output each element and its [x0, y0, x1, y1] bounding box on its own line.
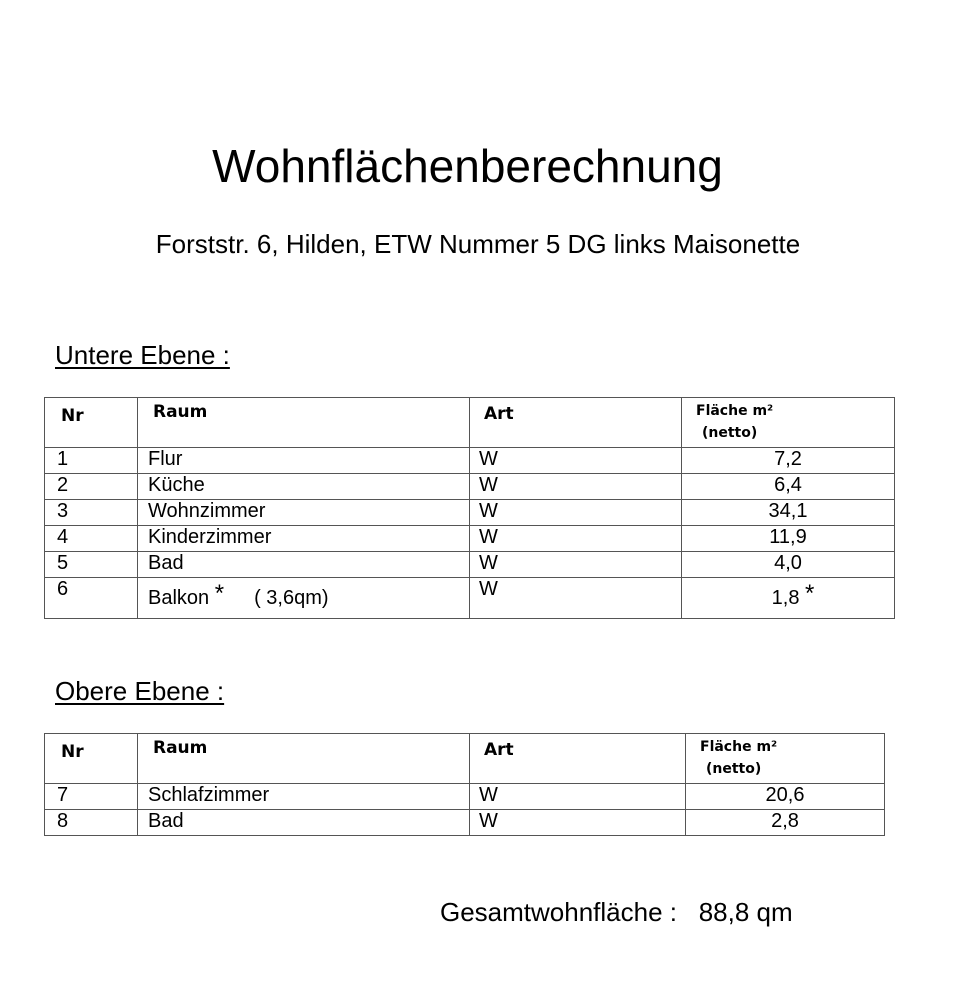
cell-art: W — [470, 578, 682, 619]
cell-nr: 2 — [45, 474, 138, 500]
table-row — [45, 500, 895, 526]
asterisk-mark: * — [805, 580, 815, 607]
table-row — [45, 448, 895, 474]
header-nr: Nr — [45, 734, 138, 784]
cell-flaeche: 4,0 — [682, 552, 895, 578]
cell-art: W — [470, 552, 682, 578]
cell-flaeche: 11,9 — [682, 526, 895, 552]
total-area — [440, 896, 793, 928]
table-row — [45, 552, 895, 578]
cell-nr: 3 — [45, 500, 138, 526]
cell-flaeche: 34,1 — [682, 500, 895, 526]
table-row — [45, 474, 895, 500]
header-art: Art — [470, 734, 686, 784]
cell-flaeche — [682, 578, 895, 619]
header-raum: Raum — [138, 734, 470, 784]
lower-level-table — [44, 397, 895, 619]
address-subtitle: Forststr. 6, Hilden, ETW Nummer 5 DG links Maisonette — [155, 229, 801, 259]
table-row — [45, 810, 885, 836]
cell-raum: Bad — [138, 552, 470, 578]
upper-level-heading: Obere Ebene : — [55, 676, 225, 706]
cell-nr: 8 — [45, 810, 138, 836]
cell-art: W — [470, 448, 682, 474]
asterisk-mark: * — [214, 580, 225, 607]
cell-raum — [138, 578, 470, 619]
cell-flaeche: 2,8 — [686, 810, 885, 836]
cell-raum: Kinderzimmer — [138, 526, 470, 552]
balcony-area-note: ( 3,6qm) — [254, 587, 329, 609]
cell-nr: 4 — [45, 526, 138, 552]
cell-art: W — [470, 526, 682, 552]
cell-raum: Schlafzimmer — [138, 784, 470, 810]
area-value: 1,8 — [771, 587, 800, 609]
table-row — [45, 526, 895, 552]
header-flaeche: Fläche m² (netto) — [682, 398, 895, 448]
cell-nr: 7 — [45, 784, 138, 810]
cell-art: W — [470, 500, 682, 526]
cell-raum: Wohnzimmer — [138, 500, 470, 526]
cell-art: W — [470, 810, 686, 836]
total-value: 88,8 qm — [698, 897, 793, 927]
cell-flaeche: 6,4 — [682, 474, 895, 500]
cell-raum: Flur — [138, 448, 470, 474]
cell-nr: 5 — [45, 552, 138, 578]
header-art: Art — [470, 398, 682, 448]
lower-level-heading: Untere Ebene : — [55, 340, 230, 370]
cell-raum: Küche — [138, 474, 470, 500]
cell-art: W — [470, 474, 682, 500]
header-raum: Raum — [138, 398, 470, 448]
table-row — [45, 578, 895, 619]
cell-art: W — [470, 784, 686, 810]
cell-flaeche: 20,6 — [686, 784, 885, 810]
page-title: Wohnflächenberechnung — [212, 140, 723, 192]
table-header-row — [45, 734, 885, 784]
table-header-row — [45, 398, 895, 448]
cell-nr: 1 — [45, 448, 138, 474]
table-row — [45, 784, 885, 810]
cell-flaeche: 7,2 — [682, 448, 895, 474]
header-flaeche: Fläche m² (netto) — [686, 734, 885, 784]
total-label: Gesamtwohnfläche : — [440, 897, 678, 927]
header-nr: Nr — [45, 398, 138, 448]
cell-nr: 6 — [45, 578, 138, 619]
cell-raum: Bad — [138, 810, 470, 836]
room-name: Balkon — [148, 587, 210, 609]
upper-level-table — [44, 733, 885, 836]
